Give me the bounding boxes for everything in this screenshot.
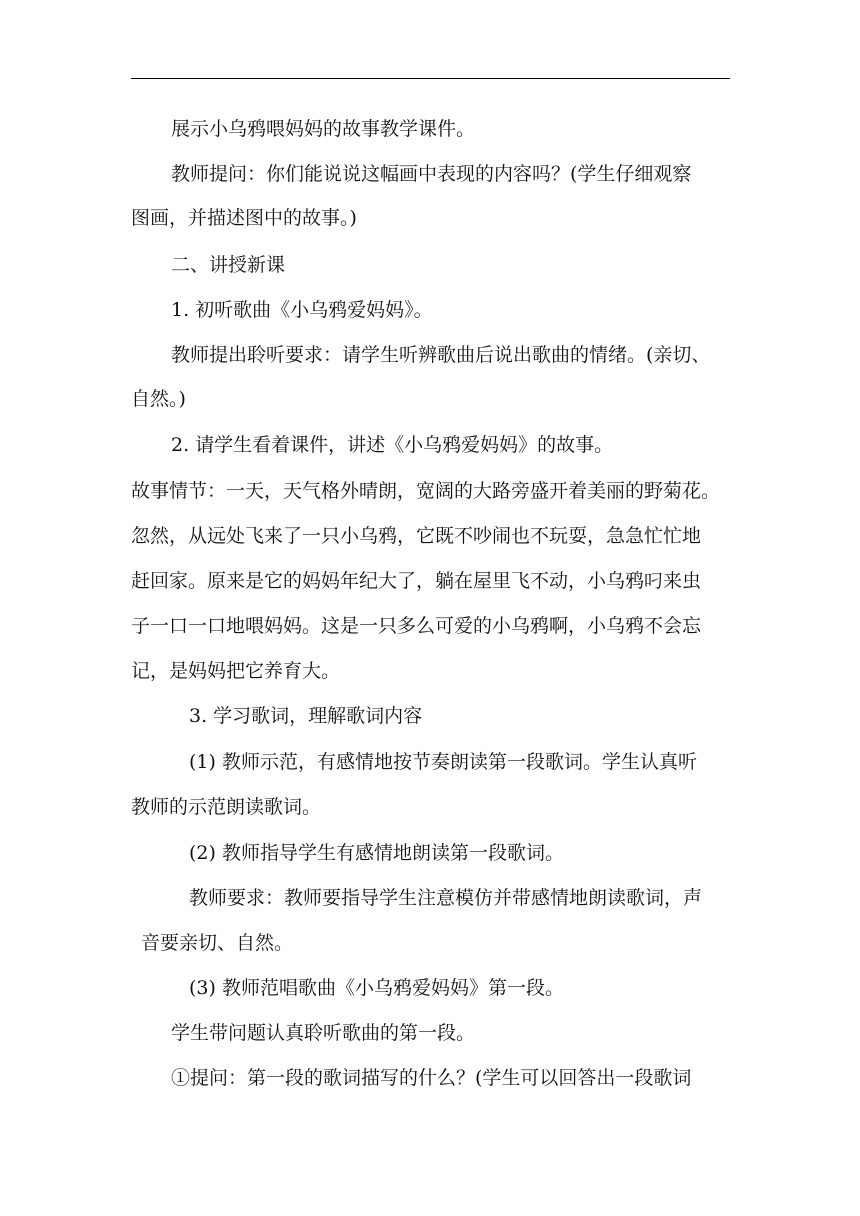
paragraph-line: 2. 请学生看着课件，讲述《小乌鸦爱妈妈》的故事。 xyxy=(171,434,614,456)
paragraph-line: 子一口一口地喂妈妈。这是一只多么可爱的小乌鸦啊，小乌鸦不会忘 xyxy=(131,615,702,637)
paragraph-line: ①提问：第一段的歌词描写的什么？(学生可以回答出一段歌词 xyxy=(171,1067,692,1089)
header-rule xyxy=(131,78,730,79)
paragraph-line: 1. 初听歌曲《小乌鸦爱妈妈》。 xyxy=(171,299,433,321)
paragraph-line: 教师要求：教师要指导学生注意模仿并带感情地朗读歌词，声 xyxy=(189,887,703,909)
paragraph-line: 音要亲切、自然。 xyxy=(141,932,294,954)
paragraph-line: 教师的示范朗读歌词。 xyxy=(131,796,322,818)
paragraph-line: 展示小乌鸦喂妈妈的故事教学课件。 xyxy=(171,118,476,140)
paragraph-line: (2) 教师指导学生有感情地朗读第一段歌词。 xyxy=(189,842,564,864)
paragraph-line: 图画，并描述图中的故事。) xyxy=(131,207,357,229)
paragraph-line: 3. 学习歌词，理解歌词内容 xyxy=(189,705,423,727)
paragraph-line: (3) 教师范唱歌曲《小乌鸦爱妈妈》第一段。 xyxy=(189,977,564,999)
paragraph-line: 学生带问题认真聆听歌曲的第一段。 xyxy=(171,1022,476,1044)
paragraph-line: 教师提问：你们能说说这幅画中表现的内容吗？(学生仔细观察 xyxy=(171,163,692,185)
paragraph-line: 故事情节：一天，天气格外晴朗，宽阔的大路旁盛开着美丽的野菊花。 xyxy=(131,480,721,502)
paragraph-line: 自然。) xyxy=(131,388,186,410)
paragraph-line: 赶回家。原来是它的妈妈年纪大了，躺在屋里飞不动，小乌鸦叼来虫 xyxy=(131,570,702,592)
paragraph-line: 记，是妈妈把它养育大。 xyxy=(131,660,341,682)
section-heading: 二、讲授新课 xyxy=(171,254,286,276)
paragraph-line: (1) 教师示范，有感情地按节奏朗读第一段歌词。学生认真听 xyxy=(189,751,697,773)
paragraph-line: 教师提出聆听要求：请学生听辨歌曲后说出歌曲的情绪。(亲切、 xyxy=(171,344,711,366)
paragraph-line: 忽然，从远处飞来了一只小乌鸦，它既不吵闹也不玩耍，急急忙忙地 xyxy=(131,525,702,547)
